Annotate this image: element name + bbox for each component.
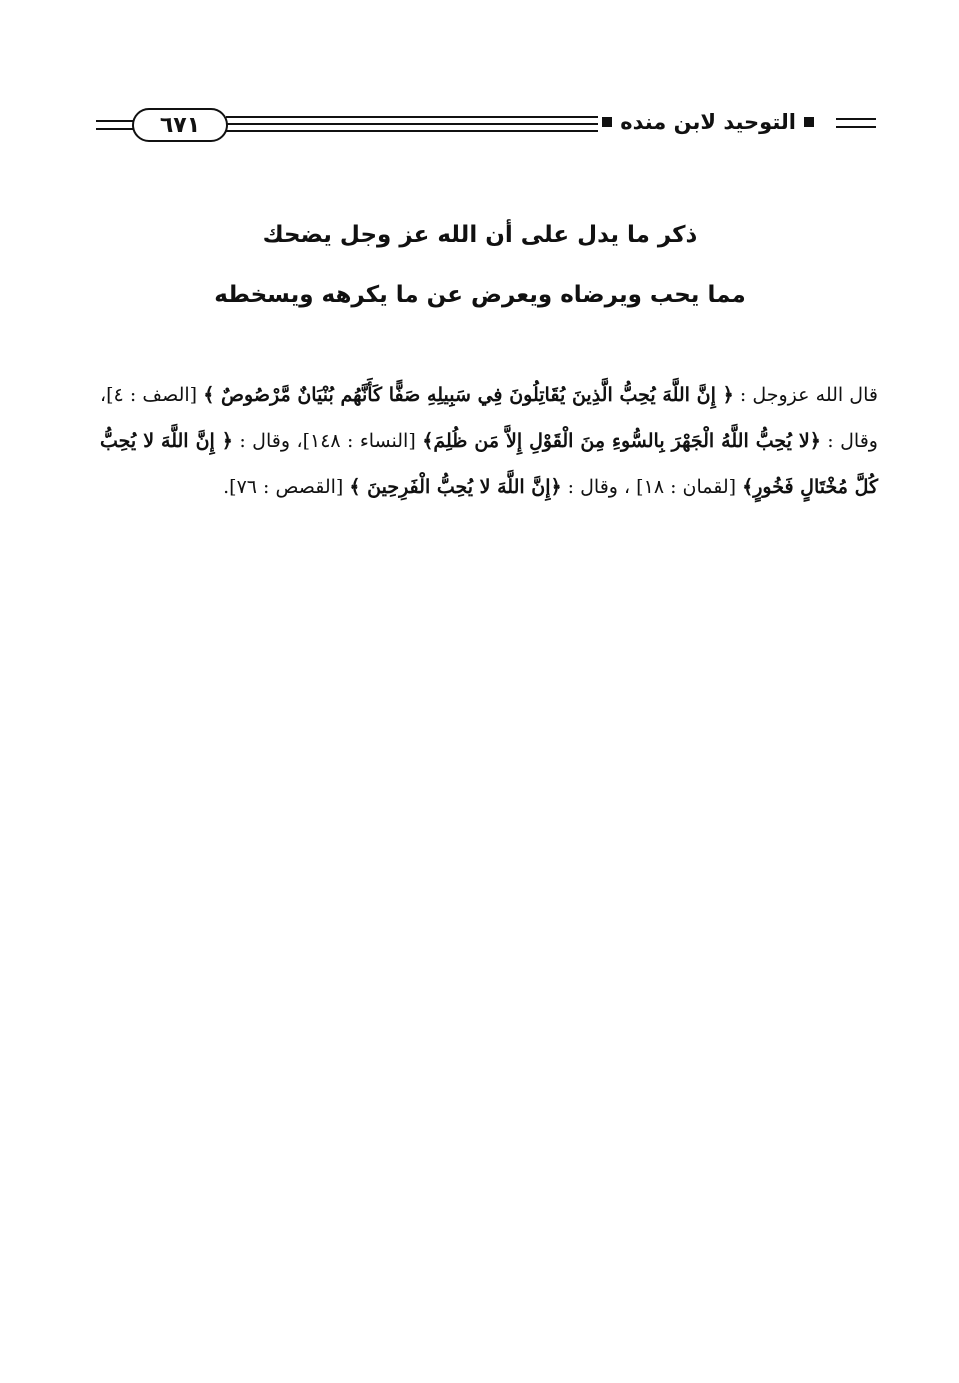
header-rule [836, 118, 876, 120]
body-text-run: قال الله عزوجل : [733, 384, 878, 406]
page-header [96, 104, 876, 148]
running-title [598, 110, 818, 134]
citation: [الصف : ٤]، وقال : [100, 384, 878, 452]
citation: [النساء : ١٤٨]، وقال : [232, 430, 423, 452]
body-paragraph [100, 372, 878, 510]
header-rule [96, 120, 136, 122]
book-title: التوحيد لابن منده [620, 110, 796, 134]
header-rule [96, 128, 136, 130]
header-rule [226, 130, 636, 132]
citation: [القصص : ٧٦]. [223, 476, 350, 498]
square-bullet-icon [602, 117, 612, 127]
page-number: ٦٧١ [159, 112, 201, 138]
quran-quote: ﴿ إِنَّ اللَّهَ يُحِبُّ الَّذِينَ يُقَاتِلُونَ فِي سَبِيلِهِ صَفًّا كَأَنَّهُم بُنْيَانٌ مَّرْصُوصٌ ﴾ [203, 384, 734, 406]
page-number-badge [132, 108, 228, 142]
square-bullet-icon [804, 117, 814, 127]
chapter-heading-line-1: ذكر ما يدل على أن الله عز وجل يضحك [262, 222, 698, 248]
citation: [لقمان : ١٨] ، وقال : [561, 476, 743, 498]
quran-quote: ﴿ إِنَّ اللَّهَ لا يُحِبُّ كُلَّ مُخْتَالٍ فَخُورٍ﴾ [100, 430, 878, 498]
header-rule [226, 123, 636, 125]
quran-quote: ﴿لا يُحِبُّ اللَّهُ الْجَهْرَ بِالسُّوءِ مِنَ الْقَوْلِ إِلاَّ مَن ظُلِمَ﴾ [422, 430, 821, 452]
chapter-heading-line-2: مما يحب ويرضاه ويعرض عن ما يكرهه ويسخطه [214, 282, 746, 308]
quran-quote: ﴿إِنَّ اللَّهَ لا يُحِبُّ الْفَرِحِينَ ﴾ [349, 476, 562, 498]
header-rule [836, 126, 876, 128]
header-rule [226, 116, 636, 118]
